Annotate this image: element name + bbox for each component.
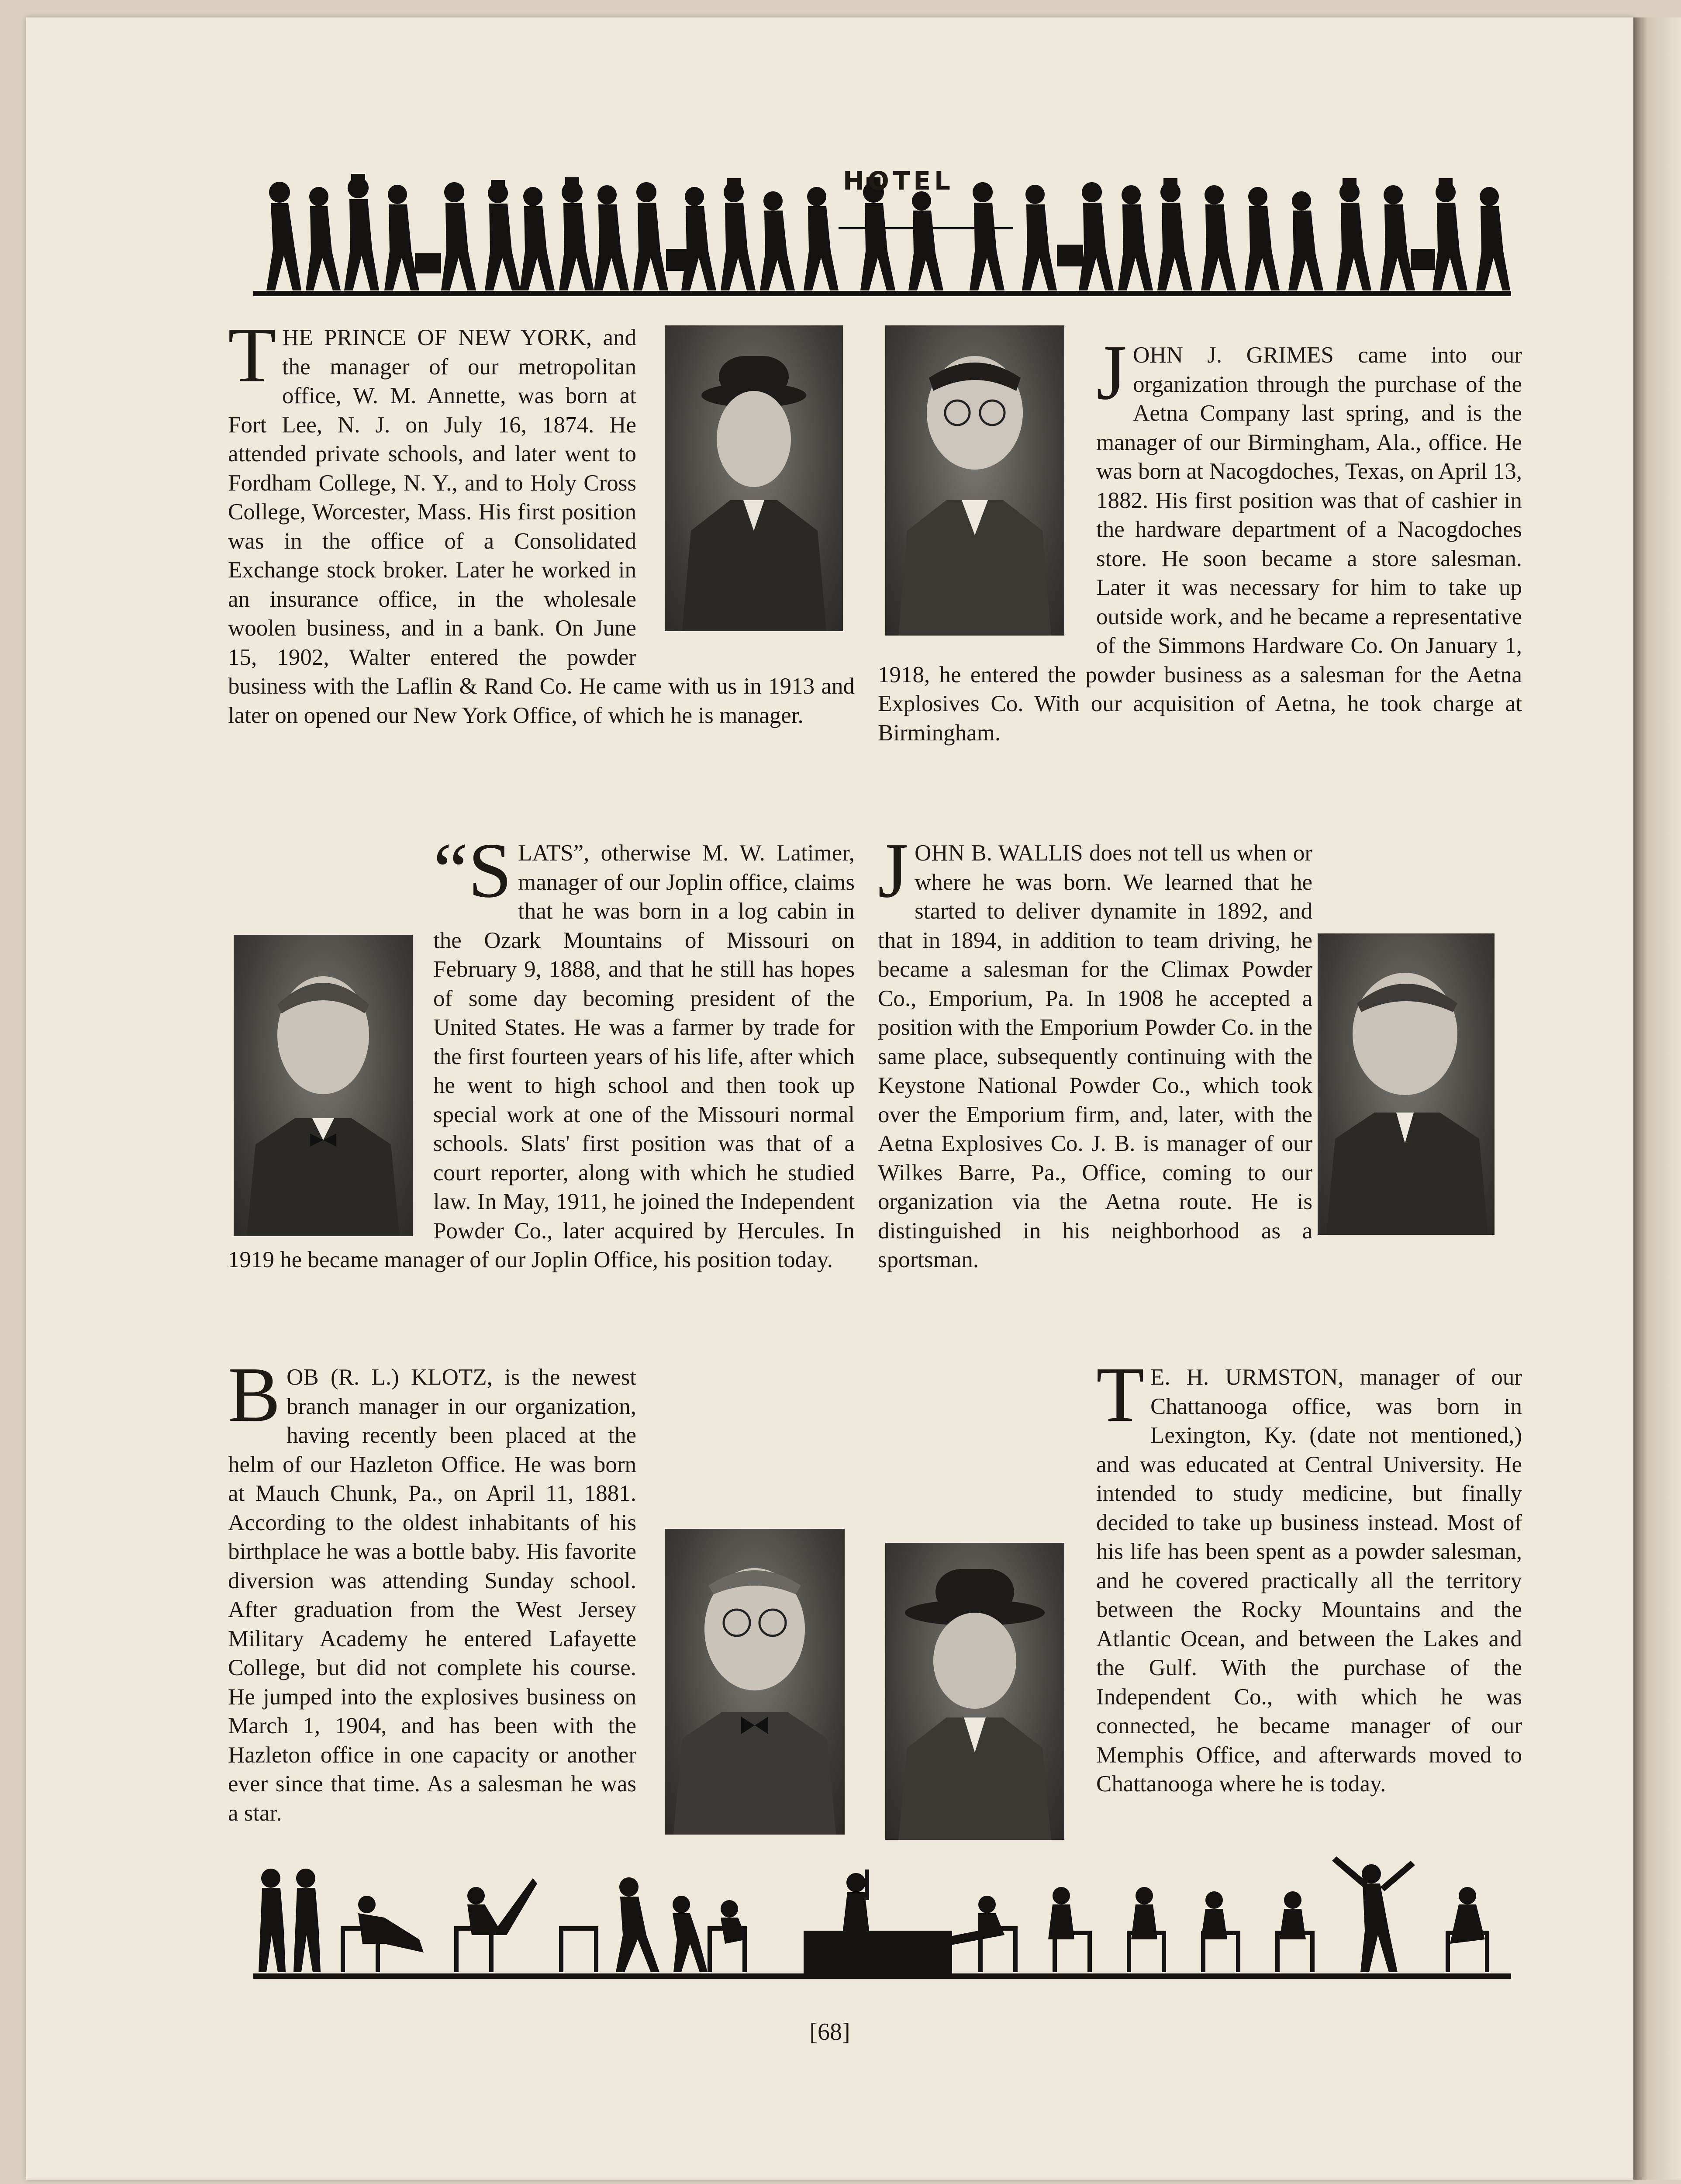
bottom-silhouette-frieze: [253, 1852, 1511, 1983]
article-klotz: [228, 1351, 855, 1828]
article-klotz-text: OB (R. L.) KLOTZ, is the newest branch manager in our organization, having recently been placed at the helm of our Hazleton Office. He was born at Mauch Chunk, Pa., on April 11, 1881. According to the oldest inhabitants of his birthplace he was a bottle baby. His favorite diversion was attending Sunday school. After graduation from the West Jersey Military Academy he entered Lafayette College, but did not complete his course. He jumped into the explosives business on March 1, 1904, and has been with the Hazleton office in one capacity or another ever since that time. As a salesman he was a star.: [228, 1365, 636, 1826]
next-page-edge: [1633, 17, 1681, 2180]
article-urmston: [878, 1351, 1522, 1813]
article-latimer-dropcap: “S: [433, 827, 512, 914]
article-klotz-dropcap: B: [228, 1351, 281, 1438]
article-wallis-dropcap: J: [878, 827, 909, 914]
article-annette-text: HE PRINCE OF NEW YORK, and the manager of our metropolitan office, W. M. Annette, was born at Fort Lee, N. J. on July 16, 1874. He attended private schools, and later went to Fordham College, N. Y., and to Holy Cross College, Worcester, Mass. His first position was in the office of a Consolidated Exchange stock broker. Later he worked in an insurance office, in the wholesale woolen business, and in a bank. On June 15, 1902, Walter entered the powder business with the Laflin & Rand Co. He came with us in 1913 and later on opened our New York Office, of which he is manager.: [228, 325, 855, 728]
hotel-sign: HOTEL: [843, 166, 954, 196]
article-annette: [228, 311, 855, 730]
article-wallis: [878, 827, 1522, 1275]
article-grimes-text: OHN J. GRIMES came into our organization through the purchase of the Aetna Company last spring, and is the manager of our Birmingham, Ala., office. He was born at Nacogdoches, Texas, on April 13, 1882. His first position was that of cashier in the hardware department of a Nacogdoches store. He soon became a store salesman. Later it was necessary for him to take up outside work, and he became a representative of the Simmons Hardware Co. On January 1, 1918, he entered the powder business as a salesman for the Aetna Explosives Co. With our acquisition of Aetna, he took charge at Birmingham.: [878, 342, 1522, 746]
article-latimer-text: LATS”, otherwise M. W. Latimer, manager of our Joplin office, claims that he was born in a log cabin in the Ozark Mountains of Missouri on February 9, 1888, and that he still has hopes of some day becoming president of the United States. He was a farmer by trade for the first fourteen years of his life, after which he went to high school and then took up special work at one of the Missouri normal schools. Slats' first position was that of a court reporter, along with which he studied law. In May, 1911, he joined the Independent Powder Co., later acquired by Hercules. In 1919 he became manager of our Joplin Office, his position today.: [228, 840, 855, 1272]
article-wallis-text: OHN B. WALLIS does not tell us when or where he was born. We learned that he started to deliver dynamite in 1892, and that in 1894, in addition to team driving, he became a salesman for the Climax Powder Co., Emporium, Pa. In 1908 he accepted a position with the Emporium Powder Co. in the same place, subsequently continuing with the Keystone National Powder Co., which took over the Emporium firm, and, later, with the Aetna Explosives Co. J. B. is manager of our Wilkes Barre, Pa., Office, coming to our organization via the Aetna route. He is distinguished in his neighborhood as a sportsman.: [878, 840, 1312, 1272]
article-urmston-text: E. H. URMSTON, manager of our Chattanooga office, was born in Lexington, Ky. (date not mentioned,) and was educated at Central University. He intended to study medicine, but finally decided to take up business instead. Most of his life has been spent as a powder salesman, and he covered practically all the territory between the Rocky Mountains and the Atlantic Ocean, and between the Lakes and the Gulf. With the purchase of the Independent Co., with which he was connected, he became manager of our Memphis Office, and afterwards moved to Chattanooga where he is today.: [1096, 1365, 1522, 1797]
article-latimer: [228, 827, 855, 1275]
article-grimes: [878, 329, 1522, 747]
magazine-page: [26, 17, 1633, 2180]
article-annette-dropcap: T: [228, 311, 276, 398]
article-urmston-dropcap: T: [1096, 1351, 1144, 1438]
page-number: [68]: [809, 2018, 850, 2046]
article-grimes-dropcap: J: [1096, 329, 1127, 416]
